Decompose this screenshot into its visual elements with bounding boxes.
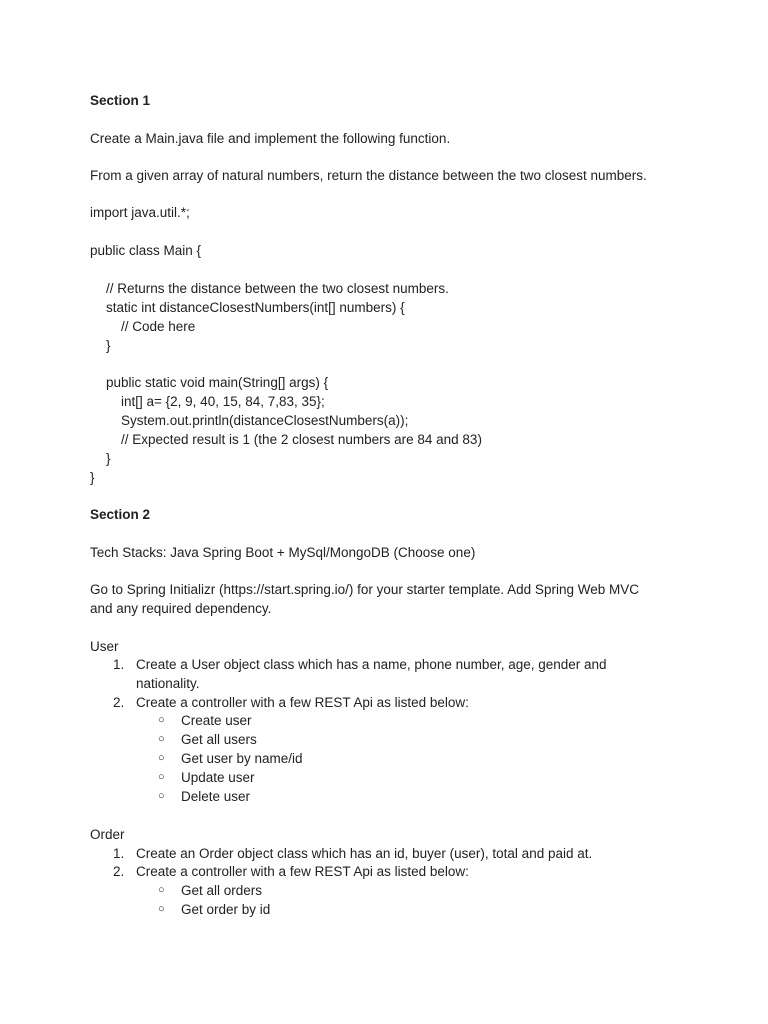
code-method-signature: static int distanceClosestNumbers(int[] numbers) { (106, 300, 405, 315)
section-1-intro: Create a Main.java file and implement the following function. (90, 131, 451, 146)
user-subheading: User (90, 639, 119, 654)
code-comment-returns: // Returns the distance between the two closest numbers. (106, 281, 449, 296)
circle-bullet-icon: ○ (158, 714, 165, 726)
code-main-signature: public static void main(String[] args) { (106, 375, 329, 390)
circle-bullet-icon: ○ (158, 903, 165, 915)
tech-stack-text: Tech Stacks: Java Spring Boot + MySql/MongoDB (Choose one) (90, 545, 476, 560)
section-1-heading: Section 1 (90, 93, 151, 108)
list-number: 2. (113, 864, 125, 879)
code-method-close: } (106, 338, 111, 353)
list-number: 1. (113, 657, 125, 672)
order-item-1: Create an Order object class which has an id, buyer (user), total and paid at. (136, 846, 593, 861)
order-item-2: Create a controller with a few REST Api as listed below: (136, 864, 469, 879)
code-import: import java.util.*; (90, 205, 190, 220)
circle-bullet-icon: ○ (158, 752, 165, 764)
circle-bullet-icon: ○ (158, 884, 165, 896)
section-1-task: From a given array of natural numbers, return the distance between the two closest numbers. (90, 168, 647, 183)
user-api-item: Create user (181, 713, 252, 728)
code-println: System.out.println(distanceClosestNumbers(a)); (121, 413, 409, 428)
user-api-item: Get user by name/id (181, 751, 303, 766)
circle-bullet-icon: ○ (158, 790, 165, 802)
user-item-2: Create a controller with a few REST Api as listed below: (136, 695, 469, 710)
user-item-1-line-1: Create a User object class which has a name, phone number, age, gender and (136, 657, 607, 672)
initializr-text-line-2: and any required dependency. (90, 601, 272, 616)
code-class-close: } (90, 470, 95, 485)
user-api-item: Get all users (181, 732, 257, 747)
order-subheading: Order (90, 827, 125, 842)
user-api-item: Delete user (181, 789, 251, 804)
order-api-item: Get order by id (181, 902, 271, 917)
code-class-open: public class Main { (90, 243, 202, 258)
circle-bullet-icon: ○ (158, 733, 165, 745)
list-number: 2. (113, 695, 125, 710)
section-2-heading: Section 2 (90, 507, 151, 522)
initializr-text-line-1: Go to Spring Initializr (https://start.spring.io/) for your starter template. Add Spring Web MVC (90, 582, 639, 597)
user-item-1-line-2: nationality. (136, 676, 200, 691)
list-number: 1. (113, 846, 125, 861)
code-array-declaration: int[] a= {2, 9, 40, 15, 84, 7,83, 35}; (121, 394, 325, 409)
code-main-close: } (106, 451, 111, 466)
circle-bullet-icon: ○ (158, 771, 165, 783)
code-comment-expected: // Expected result is 1 (the 2 closest numbers are 84 and 83) (121, 432, 482, 447)
user-api-item: Update user (181, 770, 255, 785)
order-api-item: Get all orders (181, 883, 263, 898)
code-comment-code-here: // Code here (121, 319, 196, 334)
